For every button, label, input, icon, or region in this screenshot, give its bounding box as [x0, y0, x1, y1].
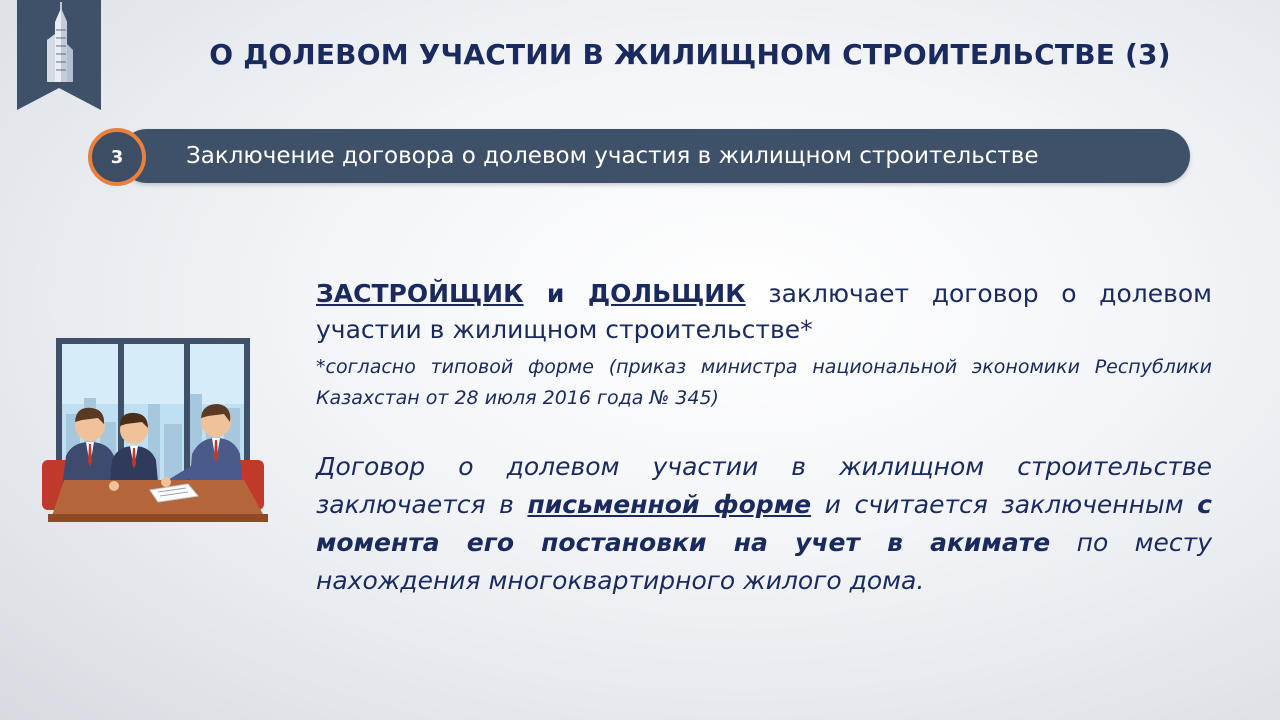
page-title: О ДОЛЕВОМ УЧАСТИИ В ЖИЛИЩНОМ СТРОИТЕЛЬСТВЕ (3)	[209, 38, 1171, 71]
connector-text: и	[523, 279, 588, 308]
footnote: *согласно типовой форме (приказ министра национальной экономики Республики Казахстан от 28 июля 2016 года № 345)	[316, 356, 1212, 409]
written-form-emphasis: письменной форме	[527, 490, 812, 519]
section-heading: Заключение договора о долевом участия в жилищном строительстве	[186, 143, 1039, 169]
contract-paragraph	[316, 448, 1212, 600]
main-content	[316, 276, 1212, 600]
contract-text-part3: по месту нахождения многоквартирного жилого дома.	[316, 528, 1212, 595]
shareholder-term: ДОЛЬЩИК	[587, 279, 746, 308]
parties-paragraph	[316, 276, 1212, 348]
contract-text-part1: Договор о долевом участии в жилищном строительстве заключается в	[316, 452, 1212, 519]
section-number-badge: 3	[88, 128, 146, 186]
developer-term: ЗАСТРОЙЩИК	[316, 279, 524, 308]
contract-text-part2: и считается заключенным	[811, 490, 1198, 519]
registration-emphasis: с момента его постановки на учет в акимате	[316, 490, 1212, 557]
parties-paragraph-rest: заключает договор о долевом участии в жилищном строительстве*	[316, 279, 1212, 344]
business-meeting-illustration	[38, 334, 268, 524]
section-banner	[120, 129, 1190, 183]
